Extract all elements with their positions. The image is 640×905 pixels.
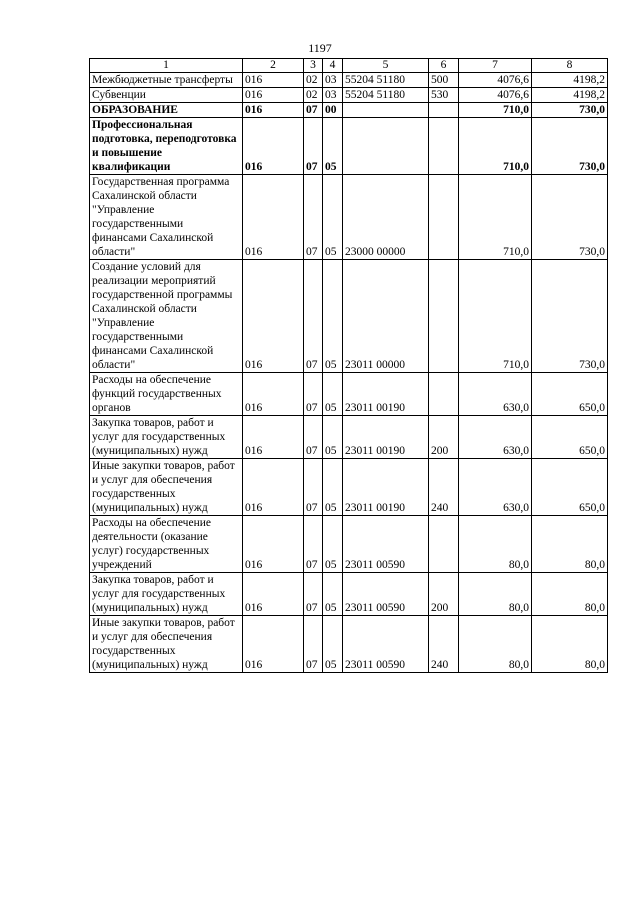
cell-target-article: 23011 00190: [343, 373, 429, 416]
cell-expense-type: [429, 260, 459, 373]
table-row: [90, 103, 608, 118]
cell-amount-year1: 630,0: [459, 416, 532, 459]
page-number: 1197: [308, 41, 332, 55]
cell-target-article: 23011 00590: [343, 616, 429, 673]
column-header: 1: [90, 59, 243, 73]
table-row: [90, 416, 608, 459]
column-header: 5: [343, 59, 429, 73]
cell-target-article: 23011 00000: [343, 260, 429, 373]
cell-expense-type: [429, 103, 459, 118]
cell-expense-type: 530: [429, 88, 459, 103]
cell-subsection: 05: [323, 373, 343, 416]
cell-amount-year2: 730,0: [532, 103, 608, 118]
cell-subsection: 05: [323, 616, 343, 673]
cell-subsection: 05: [323, 175, 343, 260]
cell-section: 07: [304, 416, 323, 459]
column-header: 7: [459, 59, 532, 73]
table-row: [90, 73, 608, 88]
cell-amount-year1: 4076,6: [459, 73, 532, 88]
cell-name: Межбюджетные трансферты: [90, 73, 243, 88]
cell-name: Субвенции: [90, 88, 243, 103]
table-row: [90, 516, 608, 573]
cell-expense-type: 200: [429, 573, 459, 616]
cell-target-article: 23011 00190: [343, 459, 429, 516]
cell-amount-year1: 630,0: [459, 459, 532, 516]
cell-subsection: 03: [323, 88, 343, 103]
cell-admin-code: 016: [243, 175, 304, 260]
cell-amount-year1: 630,0: [459, 373, 532, 416]
table-row: [90, 459, 608, 516]
cell-subsection: 05: [323, 516, 343, 573]
cell-amount-year2: 730,0: [532, 175, 608, 260]
cell-subsection: 05: [323, 416, 343, 459]
cell-name: ОБРАЗОВАНИЕ: [90, 103, 243, 118]
cell-name: Расходы на обеспечение деятельности (оказание услуг) государственных учреждений: [90, 516, 243, 573]
cell-section: 07: [304, 573, 323, 616]
cell-name: Закупка товаров, работ и услуг для государственных (муниципальных) нужд: [90, 573, 243, 616]
cell-subsection: 05: [323, 459, 343, 516]
cell-section: 07: [304, 175, 323, 260]
cell-target-article: 55204 51180: [343, 88, 429, 103]
cell-name: Закупка товаров, работ и услуг для государственных (муниципальных) нужд: [90, 416, 243, 459]
cell-admin-code: 016: [243, 459, 304, 516]
table-row: [90, 175, 608, 260]
cell-amount-year1: 710,0: [459, 103, 532, 118]
cell-subsection: 05: [323, 260, 343, 373]
cell-section: 07: [304, 459, 323, 516]
cell-expense-type: 500: [429, 73, 459, 88]
cell-amount-year2: 4198,2: [532, 73, 608, 88]
table-row: [90, 260, 608, 373]
table-row: [90, 88, 608, 103]
table-body: [90, 73, 608, 673]
cell-amount-year2: 650,0: [532, 416, 608, 459]
cell-target-article: [343, 103, 429, 118]
cell-target-article: [343, 118, 429, 175]
column-header: 4: [323, 59, 343, 73]
cell-amount-year1: 710,0: [459, 260, 532, 373]
cell-amount-year1: 710,0: [459, 175, 532, 260]
table-header-row: [90, 59, 608, 73]
table-row: [90, 573, 608, 616]
cell-section: 07: [304, 118, 323, 175]
cell-amount-year2: 4198,2: [532, 88, 608, 103]
cell-amount-year1: 80,0: [459, 616, 532, 673]
budget-table: [89, 58, 608, 673]
cell-admin-code: 016: [243, 103, 304, 118]
cell-expense-type: [429, 373, 459, 416]
column-header: 3: [304, 59, 323, 73]
column-header: 6: [429, 59, 459, 73]
cell-subsection: 05: [323, 573, 343, 616]
cell-admin-code: 016: [243, 260, 304, 373]
table-row: [90, 373, 608, 416]
cell-expense-type: [429, 118, 459, 175]
cell-expense-type: [429, 175, 459, 260]
cell-admin-code: 016: [243, 373, 304, 416]
cell-section: 07: [304, 373, 323, 416]
cell-name: Расходы на обеспечение функций государственных органов: [90, 373, 243, 416]
cell-expense-type: 240: [429, 459, 459, 516]
cell-amount-year2: 80,0: [532, 573, 608, 616]
cell-amount-year1: 710,0: [459, 118, 532, 175]
cell-section: 02: [304, 88, 323, 103]
cell-admin-code: 016: [243, 416, 304, 459]
cell-amount-year2: 730,0: [532, 260, 608, 373]
cell-subsection: 00: [323, 103, 343, 118]
column-header: 2: [243, 59, 304, 73]
cell-section: 07: [304, 103, 323, 118]
cell-amount-year1: 80,0: [459, 573, 532, 616]
cell-amount-year1: 80,0: [459, 516, 532, 573]
cell-section: 07: [304, 616, 323, 673]
cell-amount-year2: 650,0: [532, 459, 608, 516]
cell-admin-code: 016: [243, 573, 304, 616]
column-header: 8: [532, 59, 608, 73]
cell-expense-type: 240: [429, 616, 459, 673]
cell-section: 02: [304, 73, 323, 88]
cell-section: 07: [304, 516, 323, 573]
cell-amount-year2: 730,0: [532, 118, 608, 175]
cell-expense-type: [429, 516, 459, 573]
cell-target-article: 55204 51180: [343, 73, 429, 88]
cell-subsection: 03: [323, 73, 343, 88]
cell-name: Создание условий для реализации мероприятий государственной программы Сахалинской области "Управление государственными финансами Сахалинской области": [90, 260, 243, 373]
cell-target-article: 23000 00000: [343, 175, 429, 260]
table-row: [90, 616, 608, 673]
cell-name: Государственная программа Сахалинской области "Управление государственными финансами Сахалинской области": [90, 175, 243, 260]
cell-target-article: 23011 00590: [343, 573, 429, 616]
cell-name: Профессиональная подготовка, переподготовка и повышение квалификации: [90, 118, 243, 175]
cell-amount-year1: 4076,6: [459, 88, 532, 103]
cell-name: Иные закупки товаров, работ и услуг для обеспечения государственных (муниципальных) нужд: [90, 616, 243, 673]
cell-target-article: 23011 00190: [343, 416, 429, 459]
cell-name: Иные закупки товаров, работ и услуг для обеспечения государственных (муниципальных) нужд: [90, 459, 243, 516]
cell-admin-code: 016: [243, 73, 304, 88]
cell-admin-code: 016: [243, 118, 304, 175]
cell-admin-code: 016: [243, 516, 304, 573]
cell-subsection: 05: [323, 118, 343, 175]
cell-amount-year2: 80,0: [532, 616, 608, 673]
cell-admin-code: 016: [243, 616, 304, 673]
cell-expense-type: 200: [429, 416, 459, 459]
cell-section: 07: [304, 260, 323, 373]
cell-target-article: 23011 00590: [343, 516, 429, 573]
cell-amount-year2: 650,0: [532, 373, 608, 416]
table-row: [90, 118, 608, 175]
cell-admin-code: 016: [243, 88, 304, 103]
cell-amount-year2: 80,0: [532, 516, 608, 573]
